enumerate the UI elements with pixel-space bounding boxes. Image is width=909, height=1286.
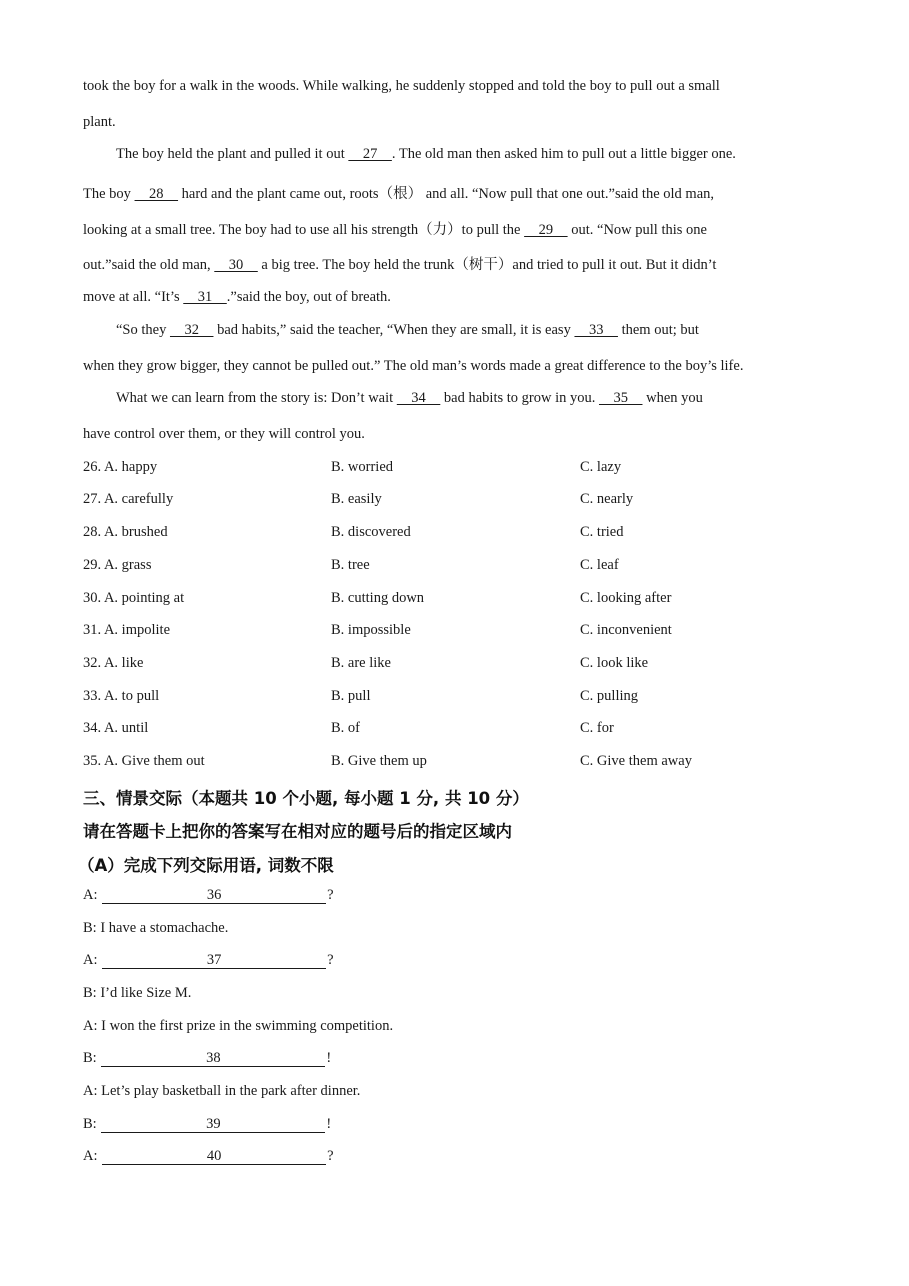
dialogue-text: I’d like Size M. bbox=[100, 985, 192, 1001]
blank-33: 33 bbox=[574, 322, 618, 338]
passage-line bbox=[83, 253, 716, 274]
option-c: C. looking after bbox=[580, 590, 672, 606]
end-punct: ? bbox=[327, 1148, 334, 1164]
option-a: 32. A. like bbox=[83, 655, 144, 671]
option-b: B. are like bbox=[331, 655, 391, 671]
dialogue-line-39 bbox=[83, 1116, 331, 1133]
option-a: 30. A. pointing at bbox=[83, 590, 185, 606]
passage-text: them out; but bbox=[617, 322, 699, 338]
blank-27: 27 bbox=[348, 146, 392, 162]
option-a: 27. A. carefully bbox=[83, 491, 174, 507]
option-row-29 bbox=[83, 557, 843, 577]
passage-text: The boy held the plant and pulled it out bbox=[116, 146, 349, 162]
dialogue-line bbox=[83, 920, 228, 937]
passage-text: out.”said the old man, bbox=[83, 257, 215, 273]
passage-text: move at all. “It’s bbox=[83, 289, 184, 305]
option-a: 28. A. brushed bbox=[83, 524, 168, 540]
part-a-title: （A）完成下列交际用语, 词数不限 bbox=[78, 856, 334, 875]
option-row-30 bbox=[83, 590, 843, 610]
blank-28: 28 bbox=[134, 186, 179, 202]
option-row-33 bbox=[83, 688, 843, 708]
section-title: 三、情景交际（本题共 10 个小题, 每小题 1 分, 共 10 分） bbox=[83, 789, 529, 808]
answer-blank-40[interactable]: 40 bbox=[102, 1149, 326, 1165]
speaker-label: B: bbox=[83, 985, 101, 1001]
option-b: B. cutting down bbox=[331, 590, 425, 606]
answer-blank-37[interactable]: 37 bbox=[102, 953, 326, 969]
passage-line bbox=[116, 390, 703, 407]
dialogue-line bbox=[83, 1018, 393, 1035]
speaker-label: A: bbox=[83, 1148, 102, 1164]
end-punct: ! bbox=[326, 1050, 332, 1066]
option-b: B. easily bbox=[331, 491, 382, 507]
dialogue-line bbox=[83, 1083, 360, 1100]
option-row-32 bbox=[83, 655, 843, 675]
passage-text: when you bbox=[642, 390, 703, 406]
answer-blank-39[interactable]: 39 bbox=[101, 1117, 325, 1133]
option-c: C. inconvenient bbox=[580, 622, 672, 638]
option-a: 33. A. to pull bbox=[83, 688, 160, 704]
passage-text: out. “Now pull this one bbox=[567, 222, 707, 238]
answer-blank-36[interactable]: 36 bbox=[102, 888, 326, 904]
dialogue-text: Let’s play basketball in the park after dinner. bbox=[101, 1083, 361, 1099]
dialogue-line-40 bbox=[83, 1148, 334, 1165]
speaker-label: B: bbox=[83, 1116, 101, 1132]
speaker-label: B: bbox=[83, 920, 101, 936]
passage-text: The boy bbox=[83, 186, 135, 202]
passage-line: took the boy for a walk in the woods. While walking, he suddenly stopped and told the boy to pull out a small bbox=[83, 78, 720, 94]
passage-text: looking at a small tree. The boy had to use all his strength（力）to pull the bbox=[83, 222, 525, 238]
option-row-27 bbox=[83, 491, 843, 511]
blank-30: 30 bbox=[214, 257, 258, 273]
option-row-31 bbox=[83, 622, 843, 642]
option-c: C. pulling bbox=[580, 688, 639, 704]
option-row-28 bbox=[83, 524, 843, 544]
blank-31: 31 bbox=[183, 289, 227, 305]
passage-text: .”said the boy, out of breath. bbox=[226, 289, 391, 305]
option-row-35 bbox=[83, 753, 843, 773]
passage-line bbox=[83, 289, 391, 306]
end-punct: ? bbox=[327, 887, 334, 903]
passage-text: . The old man then asked him to pull out a little bigger one. bbox=[391, 146, 736, 162]
option-b: B. discovered bbox=[331, 524, 411, 540]
speaker-label: A: bbox=[83, 887, 102, 903]
option-b: B. pull bbox=[331, 688, 371, 704]
dialogue-line-36 bbox=[83, 887, 334, 904]
blank-35: 35 bbox=[598, 390, 643, 406]
blank-32: 32 bbox=[169, 322, 214, 338]
passage-line: when they grow bigger, they cannot be pulled out.” The old man’s words made a great difference to the boy’s life. bbox=[83, 358, 744, 374]
option-row-34 bbox=[83, 720, 843, 740]
passage-text: a big tree. The boy held the trunk（树干）and tried to pull it out. But it didn’t bbox=[257, 257, 717, 273]
blank-29: 29 bbox=[524, 222, 568, 238]
passage-text: bad habits,” said the teacher, “When they are small, it is easy bbox=[213, 322, 575, 338]
option-b: B. worried bbox=[331, 459, 394, 475]
option-b: B. tree bbox=[331, 557, 370, 573]
option-b: B. Give them up bbox=[331, 753, 427, 769]
option-b: B. impossible bbox=[331, 622, 411, 638]
passage-line bbox=[116, 322, 699, 339]
option-a: 29. A. grass bbox=[83, 557, 152, 573]
option-c: C. nearly bbox=[580, 491, 634, 507]
blank-34: 34 bbox=[396, 390, 441, 406]
passage-line bbox=[83, 218, 707, 239]
passage-text: hard and the plant came out, roots（根） and all. “Now pull that one out.”said the old man, bbox=[178, 186, 715, 202]
passage-text: bad habits to grow in you. bbox=[440, 390, 599, 406]
option-b: B. of bbox=[331, 720, 360, 736]
option-c: C. leaf bbox=[580, 557, 619, 573]
passage-text: “So they bbox=[116, 322, 170, 338]
option-a: 34. A. until bbox=[83, 720, 149, 736]
passage-line bbox=[83, 182, 714, 203]
section-instruction: 请在答题卡上把你的答案写在相对应的题号后的指定区域内 bbox=[83, 822, 512, 841]
passage-line: plant. bbox=[83, 114, 116, 130]
option-c: C. lazy bbox=[580, 459, 622, 475]
passage-text: What we can learn from the story is: Don’t wait bbox=[116, 390, 397, 406]
option-a: 31. A. impolite bbox=[83, 622, 170, 638]
speaker-label: A: bbox=[83, 1018, 102, 1034]
end-punct: ! bbox=[326, 1116, 332, 1132]
option-c: C. look like bbox=[580, 655, 649, 671]
speaker-label: A: bbox=[83, 952, 102, 968]
dialogue-line-38 bbox=[83, 1050, 331, 1067]
passage-line: have control over them, or they will control you. bbox=[83, 426, 365, 442]
end-punct: ? bbox=[327, 952, 334, 968]
option-a: 35. A. Give them out bbox=[83, 753, 205, 769]
dialogue-text: I have a stomachache. bbox=[100, 920, 229, 936]
option-a: 26. A. happy bbox=[83, 459, 158, 475]
option-row-26 bbox=[83, 459, 843, 479]
passage-line bbox=[116, 146, 736, 163]
option-c: C. for bbox=[580, 720, 614, 736]
speaker-label: B: bbox=[83, 1050, 101, 1066]
dialogue-line bbox=[83, 985, 191, 1002]
dialogue-line-37 bbox=[83, 952, 334, 969]
answer-blank-38[interactable]: 38 bbox=[101, 1051, 325, 1067]
dialogue-text: I won the first prize in the swimming competition. bbox=[101, 1018, 394, 1034]
option-c: C. Give them away bbox=[580, 753, 692, 769]
speaker-label: A: bbox=[83, 1083, 102, 1099]
option-c: C. tried bbox=[580, 524, 624, 540]
